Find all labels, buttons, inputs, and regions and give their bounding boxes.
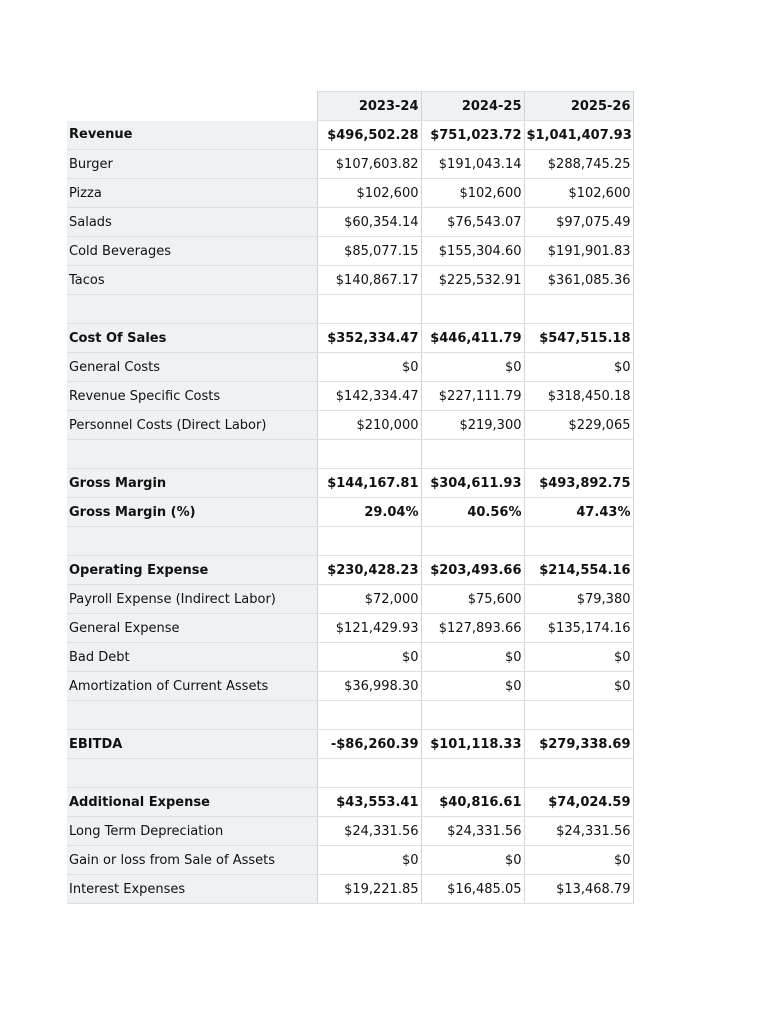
table-row	[67, 121, 633, 150]
value-cell-year-1	[317, 759, 421, 788]
value-cell-year-3: $79,380	[524, 585, 633, 614]
table-row	[67, 266, 633, 295]
value-cell-year-2: $102,600	[421, 179, 524, 208]
table-header	[67, 92, 633, 121]
row-label: Burger	[67, 150, 317, 179]
row-label: Pizza	[67, 179, 317, 208]
value-cell-year-1: $352,334.47	[317, 324, 421, 353]
row-label: Cold Beverages	[67, 237, 317, 266]
header-row	[67, 92, 633, 121]
value-cell-year-1: $43,553.41	[317, 788, 421, 817]
value-cell-year-1: $24,331.56	[317, 817, 421, 846]
table-row	[67, 353, 633, 382]
value-cell-year-2	[421, 527, 524, 556]
value-cell-year-2: $225,532.91	[421, 266, 524, 295]
value-cell-year-2	[421, 295, 524, 324]
table-row	[67, 208, 633, 237]
spacer-row	[67, 759, 633, 788]
table-row	[67, 179, 633, 208]
value-cell-year-1: -$86,260.39	[317, 730, 421, 759]
value-cell-year-3: $0	[524, 353, 633, 382]
value-cell-year-3	[524, 527, 633, 556]
value-cell-year-2: $0	[421, 643, 524, 672]
value-cell-year-2	[421, 440, 524, 469]
value-cell-year-1: $230,428.23	[317, 556, 421, 585]
value-cell-year-1: $0	[317, 643, 421, 672]
row-label: Interest Expenses	[67, 875, 317, 904]
value-cell-year-3: $135,174.16	[524, 614, 633, 643]
table-row	[67, 788, 633, 817]
value-cell-year-1	[317, 527, 421, 556]
table-row	[67, 730, 633, 759]
row-label: Personnel Costs (Direct Labor)	[67, 411, 317, 440]
table-row	[67, 469, 633, 498]
value-cell-year-1: $496,502.28	[317, 121, 421, 150]
value-cell-year-2: $304,611.93	[421, 469, 524, 498]
spacer-row	[67, 440, 633, 469]
value-cell-year-3: $102,600	[524, 179, 633, 208]
table-row	[67, 237, 633, 266]
value-cell-year-3: $229,065	[524, 411, 633, 440]
row-label	[67, 759, 317, 788]
column-header-year-2: 2024-25	[421, 92, 524, 121]
value-cell-year-3: $1,041,407.93	[524, 121, 633, 150]
spacer-row	[67, 701, 633, 730]
table-row	[67, 817, 633, 846]
row-label	[67, 527, 317, 556]
value-cell-year-3: $493,892.75	[524, 469, 633, 498]
value-cell-year-2: $127,893.66	[421, 614, 524, 643]
spacer-row	[67, 295, 633, 324]
value-cell-year-1: $121,429.93	[317, 614, 421, 643]
value-cell-year-3: $13,468.79	[524, 875, 633, 904]
value-cell-year-1: $144,167.81	[317, 469, 421, 498]
value-cell-year-1: 29.04%	[317, 498, 421, 527]
row-label: Payroll Expense (Indirect Labor)	[67, 585, 317, 614]
row-label	[67, 440, 317, 469]
value-cell-year-3	[524, 701, 633, 730]
table-row	[67, 411, 633, 440]
value-cell-year-1: $107,603.82	[317, 150, 421, 179]
table-row	[67, 672, 633, 701]
value-cell-year-3	[524, 759, 633, 788]
row-label: Gross Margin (%)	[67, 498, 317, 527]
value-cell-year-3: $24,331.56	[524, 817, 633, 846]
value-cell-year-1: $36,998.30	[317, 672, 421, 701]
value-cell-year-2	[421, 759, 524, 788]
value-cell-year-1: $210,000	[317, 411, 421, 440]
row-label	[67, 295, 317, 324]
value-cell-year-1: $19,221.85	[317, 875, 421, 904]
value-cell-year-2: $155,304.60	[421, 237, 524, 266]
row-label: Additional Expense	[67, 788, 317, 817]
value-cell-year-2: $76,543.07	[421, 208, 524, 237]
value-cell-year-3: $74,024.59	[524, 788, 633, 817]
row-label: General Expense	[67, 614, 317, 643]
row-label: Gross Margin	[67, 469, 317, 498]
value-cell-year-3: $279,338.69	[524, 730, 633, 759]
row-label: Revenue Specific Costs	[67, 382, 317, 411]
value-cell-year-3: $318,450.18	[524, 382, 633, 411]
value-cell-year-2: $203,493.66	[421, 556, 524, 585]
value-cell-year-3: $547,515.18	[524, 324, 633, 353]
value-cell-year-2: $446,411.79	[421, 324, 524, 353]
row-label: Gain or loss from Sale of Assets	[67, 846, 317, 875]
row-label: General Costs	[67, 353, 317, 382]
value-cell-year-2: $751,023.72	[421, 121, 524, 150]
value-cell-year-1: $0	[317, 846, 421, 875]
value-cell-year-2	[421, 701, 524, 730]
table-row	[67, 585, 633, 614]
row-label: Tacos	[67, 266, 317, 295]
table-row	[67, 643, 633, 672]
value-cell-year-1: $142,334.47	[317, 382, 421, 411]
value-cell-year-2: $219,300	[421, 411, 524, 440]
value-cell-year-2: $101,118.33	[421, 730, 524, 759]
value-cell-year-2: $16,485.05	[421, 875, 524, 904]
spacer-row	[67, 527, 633, 556]
table-row	[67, 556, 633, 585]
value-cell-year-2: $0	[421, 672, 524, 701]
value-cell-year-3: $288,745.25	[524, 150, 633, 179]
table-row	[67, 498, 633, 527]
value-cell-year-2: $75,600	[421, 585, 524, 614]
value-cell-year-1: $140,867.17	[317, 266, 421, 295]
value-cell-year-3: $191,901.83	[524, 237, 633, 266]
value-cell-year-3: $0	[524, 643, 633, 672]
row-label: Operating Expense	[67, 556, 317, 585]
value-cell-year-2: 40.56%	[421, 498, 524, 527]
column-header-year-3: 2025-26	[524, 92, 633, 121]
value-cell-year-1	[317, 701, 421, 730]
value-cell-year-1: $72,000	[317, 585, 421, 614]
value-cell-year-3: $0	[524, 672, 633, 701]
value-cell-year-2: $40,816.61	[421, 788, 524, 817]
value-cell-year-1	[317, 295, 421, 324]
row-label: Cost Of Sales	[67, 324, 317, 353]
row-label: Amortization of Current Assets	[67, 672, 317, 701]
value-cell-year-2: $191,043.14	[421, 150, 524, 179]
profit-loss-table	[67, 91, 634, 904]
table-row	[67, 846, 633, 875]
value-cell-year-1: $85,077.15	[317, 237, 421, 266]
value-cell-year-1: $102,600	[317, 179, 421, 208]
value-cell-year-1: $0	[317, 353, 421, 382]
table-row	[67, 150, 633, 179]
table-body	[67, 121, 633, 904]
value-cell-year-3: $214,554.16	[524, 556, 633, 585]
table-row	[67, 614, 633, 643]
table-row	[67, 875, 633, 904]
value-cell-year-2: $0	[421, 846, 524, 875]
value-cell-year-3: $0	[524, 846, 633, 875]
value-cell-year-2: $24,331.56	[421, 817, 524, 846]
value-cell-year-3	[524, 295, 633, 324]
column-header-year-1: 2023-24	[317, 92, 421, 121]
table-row	[67, 382, 633, 411]
row-label	[67, 701, 317, 730]
value-cell-year-3: 47.43%	[524, 498, 633, 527]
header-blank-cell	[67, 92, 317, 121]
value-cell-year-1	[317, 440, 421, 469]
value-cell-year-3: $97,075.49	[524, 208, 633, 237]
row-label: Bad Debt	[67, 643, 317, 672]
value-cell-year-3: $361,085.36	[524, 266, 633, 295]
value-cell-year-2: $227,111.79	[421, 382, 524, 411]
value-cell-year-2: $0	[421, 353, 524, 382]
row-label: Revenue	[67, 121, 317, 150]
table-row	[67, 324, 633, 353]
row-label: EBITDA	[67, 730, 317, 759]
value-cell-year-1: $60,354.14	[317, 208, 421, 237]
row-label: Salads	[67, 208, 317, 237]
row-label: Long Term Depreciation	[67, 817, 317, 846]
value-cell-year-3	[524, 440, 633, 469]
